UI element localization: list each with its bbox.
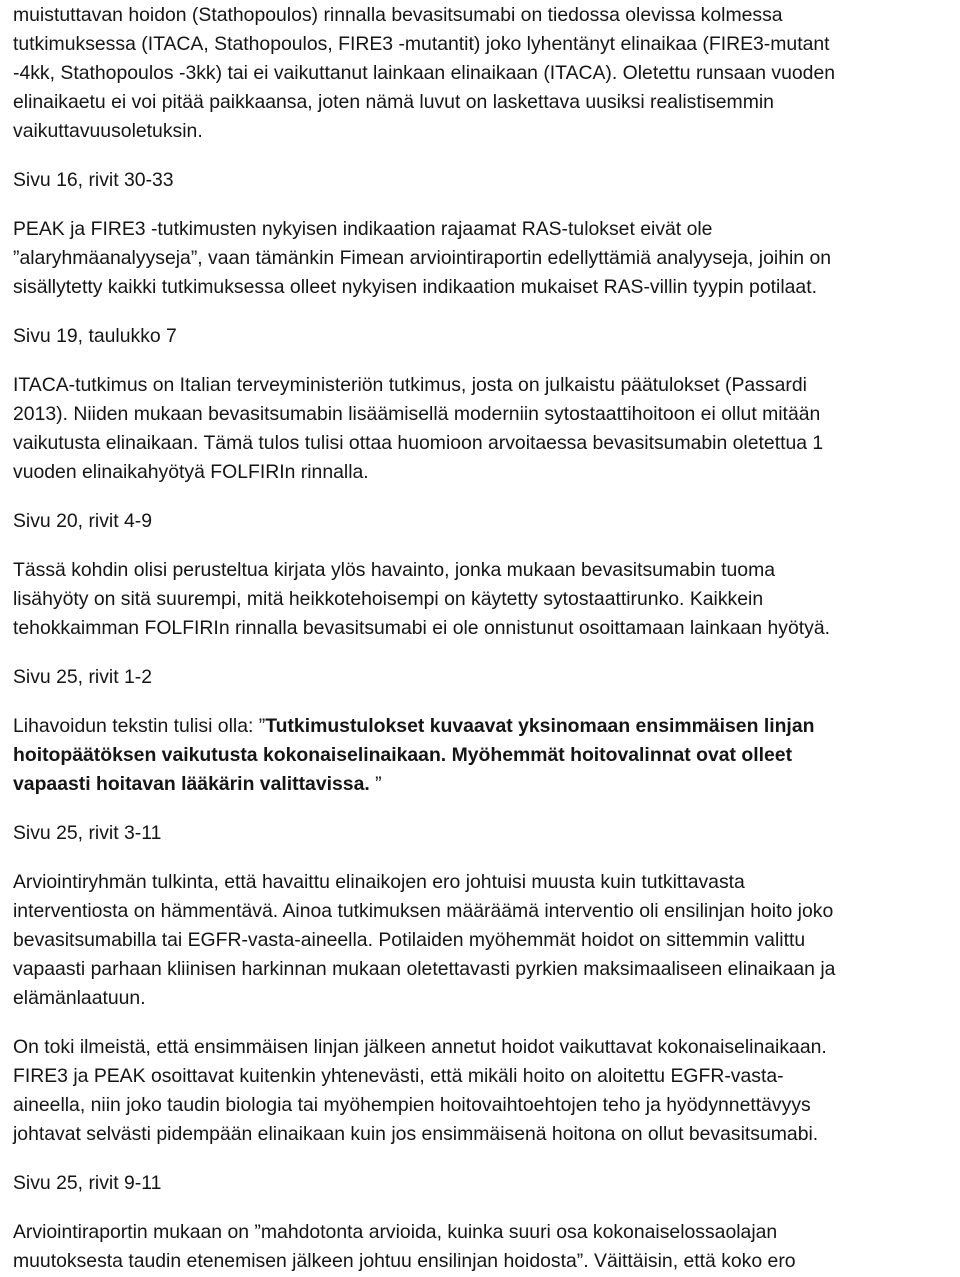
text-line: muistuttavan hoidon (Stathopoulos) rinnalla bevasitsumabi on tiedossa olevissa kolmessa	[13, 4, 783, 26]
text-line: muutoksesta taudin etenemisen jälkeen johtuu ensilinjan hoidosta”. Väittäisin, että koko ero	[13, 1250, 796, 1272]
text-line	[13, 741, 792, 770]
text-line: elämänlaatuun.	[13, 987, 146, 1009]
text-line: elinaikaetu ei voi pitää paikkaansa, joten nämä luvut on laskettava uusiksi realistisemmin	[13, 91, 774, 113]
section-heading: Sivu 25, rivit 9-11	[13, 1172, 162, 1194]
text-line: tutkimuksessa (ITACA, Stathopoulos, FIRE3 -mutantit) joko lyhentänyt elinaikaa (FIRE3-mutant	[13, 33, 830, 55]
section-heading: Sivu 19, taulukko 7	[13, 325, 177, 347]
text-line: vuoden elinaikahyötyä FOLFIRIn rinnalla.	[13, 461, 369, 483]
section-heading: Sivu 16, rivit 30-33	[13, 169, 174, 191]
text-line: Arviointiraportin mukaan on ”mahdotonta arvioida, kuinka suuri osa kokonaiselossaolajan	[13, 1221, 778, 1243]
bold-text: Tutkimustulokset kuvaavat yksinomaan ensimmäisen linjan	[265, 715, 815, 737]
text-line: bevasitsumabilla tai EGFR-vasta-aineella. Potilaiden myöhemmät hoidot on sittemmin valittu	[13, 929, 806, 951]
text-line: PEAK ja FIRE3 -tutkimusten nykyisen indikaation rajaamat RAS-tulokset eivät ole	[13, 218, 713, 240]
text-line: FIRE3 ja PEAK osoittavat kuitenkin yhtenevästi, että mikäli hoito on aloitettu EGFR-vasta-	[13, 1065, 784, 1087]
text-line: tehokkaimman FOLFIRIn rinnalla bevasitsumabi ei ole onnistunut osoittamaan lainkaan hyötyä.	[13, 617, 831, 639]
text-line: On toki ilmeistä, että ensimmäisen linjan jälkeen annetut hoidot vaikuttavat kokonaiselinaikaan.	[13, 1036, 827, 1058]
plain-text: ”	[369, 773, 382, 795]
text-line: aineella, niin joko taudin biologia tai myöhempien hoitovaihtoehtojen teho ja hyödynnettävyys	[13, 1094, 811, 1116]
section-heading: Sivu 20, rivit 4-9	[13, 510, 153, 532]
bold-text: hoitopäätöksen vaikutusta kokonaiselinaikaan. Myöhemmät hoitovalinnat ovat olleet	[13, 744, 793, 766]
text-line: vapaasti parhaan kliinisen harkinnan mukaan oletettavasti pyrkien maksimaaliseen elinaikaan ja	[13, 958, 836, 980]
section-heading: Sivu 25, rivit 1-2	[13, 666, 153, 688]
text-line: Arviointiryhmän tulkinta, että havaittu elinaikojen ero johtuisi muusta kuin tutkittavasta	[13, 871, 745, 893]
text-line: -4kk, Stathopoulos -3kk) tai ei vaikuttanut lainkaan elinaikaan (ITACA). Oletettu runsaan vuoden	[13, 62, 836, 84]
text-line: Tässä kohdin olisi perusteltua kirjata ylös havainto, jonka mukaan bevasitsumabin tuoma	[13, 559, 776, 581]
text-line: interventiosta on hämmentävä. Ainoa tutkimuksen määräämä interventio oli ensilinjan hoito joko	[13, 900, 834, 922]
text-line: lisähyöty on sitä suurempi, mitä heikkotehoisempi on käytetty sytostaattirunko. Kaikkein	[13, 588, 764, 610]
text-line	[13, 712, 814, 741]
text-line: johtavat selvästi pidempään elinaikaan kuin jos ensimmäisenä hoitona on ollut bevasitsumabi.	[13, 1123, 819, 1145]
text-line: sisällytetty kaikki tutkimuksessa olleet nykyisen indikaation mukaiset RAS-villin tyypin potilaat.	[13, 276, 817, 298]
text-line: 2013). Niiden mukaan bevasitsumabin lisäämisellä moderniin sytostaattihoitoon ei ollut mitään	[13, 403, 821, 425]
text-line: vaikuttavuusoletuksin.	[13, 120, 203, 142]
plain-text: Lihavoidun tekstin tulisi olla: ”	[13, 715, 266, 737]
text-line	[13, 770, 382, 799]
section-heading: Sivu 25, rivit 3-11	[13, 822, 162, 844]
text-line: ”alaryhmäanalyyseja”, vaan tämänkin Fimean arviointiraportin edellyttämiä analyyseja, joihin on	[13, 247, 832, 269]
bold-text: vapaasti hoitavan lääkärin valittavissa.	[13, 773, 370, 795]
text-line: ITACA-tutkimus on Italian terveyministeriön tutkimus, josta on julkaistu päätulokset (Passardi	[13, 374, 807, 396]
text-line: vaikutusta elinaikaan. Tämä tulos tulisi ottaa huomioon arvoitaessa bevasitsumabin oletettua 1	[13, 432, 824, 454]
